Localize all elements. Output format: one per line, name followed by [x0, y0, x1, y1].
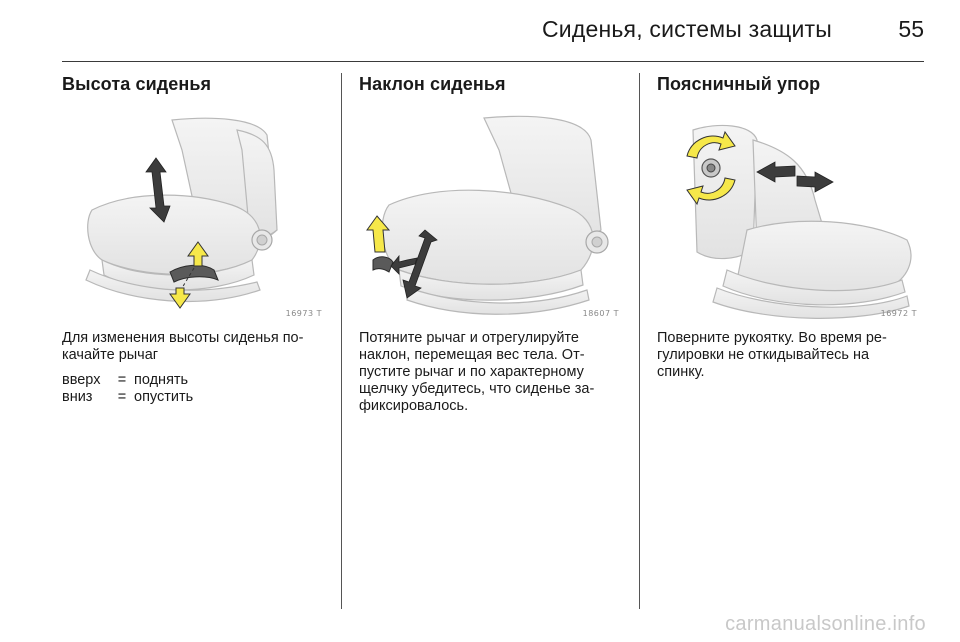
- section-seat-tilt: [359, 74, 621, 414]
- definition-value: опустить: [134, 389, 194, 405]
- figure-code: 16972 T: [880, 309, 917, 318]
- definition-eq: =: [117, 389, 127, 405]
- seat-height-drawing: [62, 110, 324, 320]
- body-line: щелчку убедитесь, что сиденье за-: [359, 381, 595, 397]
- figure-code: 18607 T: [582, 309, 619, 318]
- definition-table: [62, 372, 193, 406]
- column-divider-2: [639, 73, 640, 609]
- body-line: Поверните рукоятку. Во время ре-: [657, 330, 887, 346]
- definition-value: поднять: [134, 372, 189, 388]
- lumbar-support-illustration: [657, 110, 919, 320]
- seat-tilt-drawing: [359, 110, 621, 320]
- body-line: наклон, перемещая вес тела. От-: [359, 347, 585, 363]
- section-seat-height: [62, 74, 324, 405]
- body-line: спинку.: [657, 364, 705, 380]
- body-line: пустите рычаг и по характерному: [359, 364, 584, 380]
- column-divider-1: [341, 73, 342, 609]
- section-lumbar-support: [657, 74, 919, 380]
- definition-term: вверх: [62, 372, 101, 388]
- definition-term: вниз: [62, 389, 93, 405]
- header-title: Сиденья, системы защиты: [541, 16, 832, 42]
- section-heading: Поясничный упор: [657, 74, 821, 94]
- figure-code: 16973 T: [285, 309, 322, 318]
- section-heading: Наклон сиденья: [359, 74, 506, 94]
- section-body: [62, 330, 324, 406]
- seat-tilt-illustration: [359, 110, 621, 320]
- section-body: [359, 330, 621, 415]
- definition-row: [62, 372, 193, 389]
- body-line: качайте рычаг: [62, 347, 159, 363]
- body-line: Потяните рычаг и отрегулируйте: [359, 330, 579, 346]
- section-body: [657, 330, 919, 381]
- page-number: 55: [898, 16, 924, 42]
- body-line: Для изменения высоты сиденья по-: [62, 330, 304, 346]
- body-line: фиксировалось.: [359, 398, 469, 414]
- watermark: carmanualsonline.info: [725, 613, 926, 635]
- body-line: гулировки не откидывайтесь на: [657, 347, 870, 363]
- definition-row: [62, 389, 193, 406]
- definition-eq: =: [117, 372, 127, 388]
- section-heading: Высота сиденья: [62, 74, 212, 94]
- lumbar-support-drawing: [657, 110, 919, 320]
- seat-height-illustration: [62, 110, 324, 320]
- header-rule: [62, 61, 924, 62]
